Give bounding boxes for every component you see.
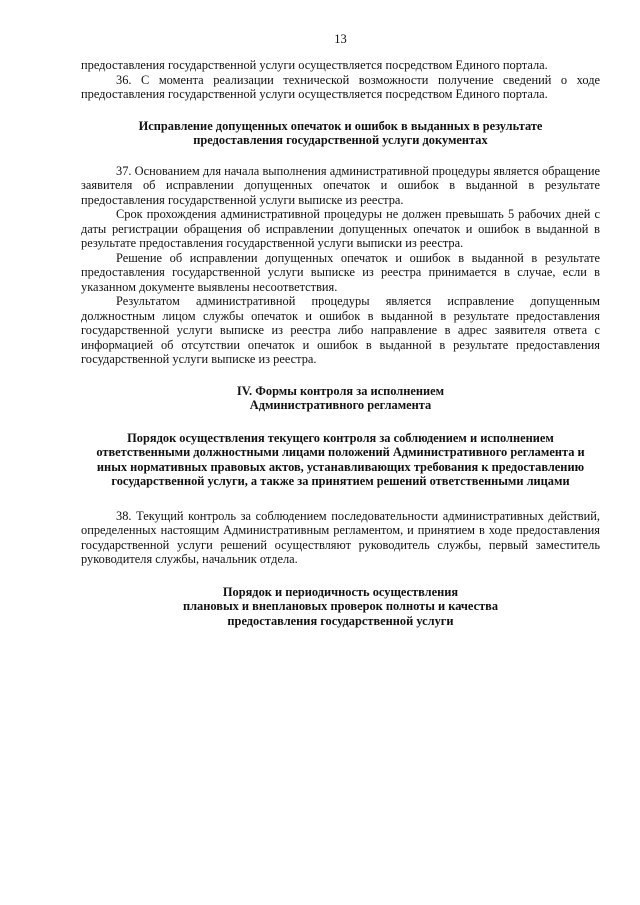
heading-inspections-line-2: плановых и внеплановых проверок полноты и качества — [182, 599, 499, 613]
heading-section-4-line-1: IV. Формы контроля за исполнением — [236, 383, 445, 398]
document-body — [81, 58, 600, 628]
heading-inspections-line-1: Порядок и периодичность осуществления — [222, 584, 459, 599]
heading-inspections-line-3: предоставления государственной услуги — [227, 613, 454, 628]
paragraph-36: 36. С момента реализации технической возможности получение сведений о ходе предоставления государственной услуги осуществляется посредством Единого портала. — [81, 72, 600, 101]
paragraph-37: 37. Основанием для начала выполнения административной процедуры является обращение заявителя об исправлении допущенных опечаток и ошибок в выданной в результате предоставления государственной услуги выписке из реестра. — [81, 163, 600, 207]
paragraph-38: 38. Текущий контроль за соблюдением последовательности административных действий, определенных настоящим Административным регламентом, и принятием в ходе предоставления государственной услуги решений осуществляют руководитель службы, первый заместитель руководителя службы, начальник отдела. — [81, 508, 600, 566]
heading-corrections: Исправление допущенных опечаток и ошибок в выданных в результате предоставления государственной услуги документах — [138, 118, 543, 147]
paragraph-result: Результатом административной процедуры является исправление допущенным должностным лицом службы опечаток и ошибок в выданной в результате предоставления государственной услуги выписке из реестра либо направление в адрес заявителя ответа с информацией об отсутствии опечаток и ошибок в выданной в результате предоставления государственной услуги выписке из реестра. — [81, 294, 600, 366]
heading-section-4-line-2: Административного регламента — [249, 398, 432, 412]
paragraph-decision: Решение об исправлении допущенных опечаток и ошибок в выданной в результате предоставления государственной услуги выписке из реестра принимается в случае, если в указанном документе выявлены несоответствия. — [81, 250, 600, 294]
paragraph-continuation: предоставления государственной услуги осуществляется посредством Единого портала. — [81, 58, 548, 72]
heading-current-control: Порядок осуществления текущего контроля за соблюдением и исполнением ответственными должностными лицами положений Административного регламента и иных нормативных правовых актов, устанавливающих требования к предоставлению государственной услуги, а также за принятием решений ответственными лицами — [96, 430, 585, 488]
paragraph-term: Срок прохождения административной процедуры не должен превышать 5 рабочих дней с даты регистрации обращения об исправлении допущенных опечаток и ошибок в выданной в результате предоставления государственной услуги выписки из реестра. — [81, 207, 600, 250]
page-number: 13 — [334, 32, 347, 46]
